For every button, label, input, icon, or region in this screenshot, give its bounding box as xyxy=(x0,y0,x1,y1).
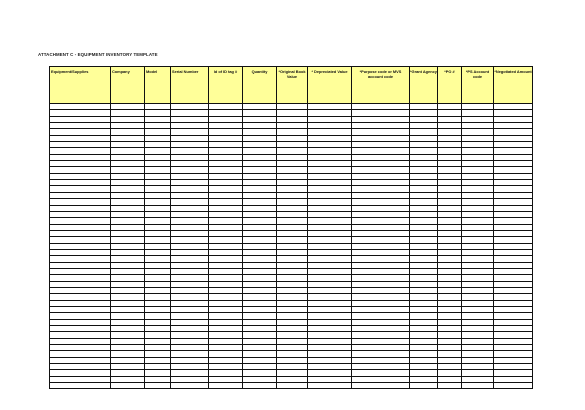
column-header-negotiated: *Negotiated Amount xyxy=(494,67,533,104)
column-header-ps_account: *PS Account code xyxy=(462,67,494,104)
column-header-purpose: *Purpose code or MVS account code xyxy=(352,67,410,104)
column-header-idtag: Id of ID tag # xyxy=(209,67,243,104)
table-header-row xyxy=(50,67,533,104)
column-header-company: Company xyxy=(111,67,145,104)
table-cell-idtag[interactable] xyxy=(209,383,243,389)
table-cell-serial[interactable] xyxy=(171,383,209,389)
column-header-grant: *Grant Agency xyxy=(410,67,438,104)
column-header-po: *PO # xyxy=(438,67,462,104)
column-header-depreciated: * Depreciated Value xyxy=(308,67,352,104)
table-cell-quantity[interactable] xyxy=(243,383,277,389)
column-header-orig_book: *Original Book Value xyxy=(277,67,308,104)
document-title: ATTACHMENT C - EQUIPMENT INVENTORY TEMPLATE xyxy=(38,52,158,57)
table-body xyxy=(50,104,533,389)
equipment-inventory-table xyxy=(49,66,533,389)
table-cell-negotiated[interactable] xyxy=(494,383,533,389)
table-cell-purpose[interactable] xyxy=(352,383,410,389)
column-header-model: Model xyxy=(145,67,171,104)
table-cell-orig_book[interactable] xyxy=(277,383,308,389)
table-cell-ps_account[interactable] xyxy=(462,383,494,389)
column-header-quantity: Quantity xyxy=(243,67,277,104)
column-header-serial: Serial Number xyxy=(171,67,209,104)
table-cell-depreciated[interactable] xyxy=(308,383,352,389)
table-cell-company[interactable] xyxy=(111,383,145,389)
table-cell-po[interactable] xyxy=(438,383,462,389)
table-cell-grant[interactable] xyxy=(410,383,438,389)
table-cell-model[interactable] xyxy=(145,383,171,389)
table-row xyxy=(50,383,533,389)
table-cell-equipment[interactable] xyxy=(50,383,111,389)
column-header-equipment: Equipment/Supplies xyxy=(50,67,111,104)
